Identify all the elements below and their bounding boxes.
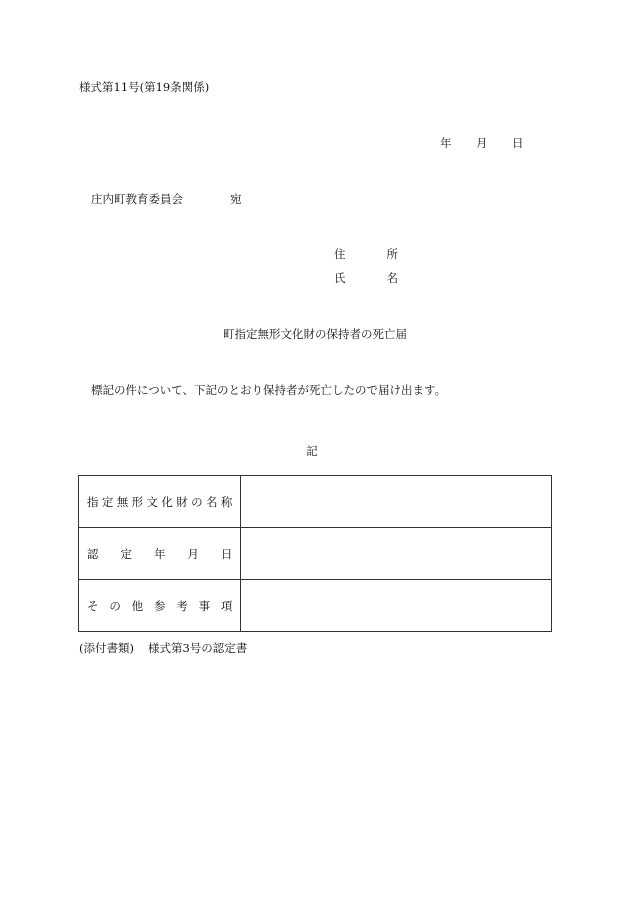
label-char: 名 [386,271,398,285]
label-char: そ [87,598,99,613]
body-text: 標記の件について、下記のとおり保持者が死亡したので届け出ます。 [91,383,447,397]
label-char: 氏 [334,271,346,285]
info-table [78,475,552,632]
ki-heading: 記 [306,444,318,458]
addressee-name: 庄内町教育委員会 [91,192,183,206]
label-char: 参 [153,598,166,613]
label-char: 無 [116,494,129,509]
label-char: 考 [176,598,188,613]
label-char: 指 [87,494,99,509]
table-row [79,528,552,580]
label-char: の [191,494,203,509]
label-char: 項 [220,598,233,613]
label-char: 名 [206,494,218,509]
label-char: 称 [220,494,233,509]
table-row [79,476,552,528]
label-char: 日 [220,546,233,561]
label-char: 所 [386,247,398,261]
addressee-suffix: 宛 [230,192,242,206]
label-char: 化 [161,494,173,509]
label-char: 月 [187,546,199,561]
date-day-label: 日 [512,136,524,150]
label-char: 他 [131,598,144,613]
table-row [79,580,552,632]
document-title: 町指定無形文化財の保持者の死亡届 [223,327,407,341]
other-notes-field[interactable] [241,580,552,632]
label-char: 住 [334,247,346,261]
label-char: 事 [198,598,211,613]
label-char: 定 [101,494,114,509]
row-label-cultural-property-name [79,476,241,528]
label-char: の [109,598,121,613]
label-char: 形 [131,494,144,509]
cultural-property-name-field[interactable] [241,476,552,528]
date-month-label: 月 [476,136,488,150]
applicant-address-label [334,249,398,261]
label-char: 定 [120,546,132,561]
row-label-certification-date [79,528,241,580]
form-number: 様式第11号(第19条関係) [79,80,210,94]
attachments-note [79,643,247,655]
label-char: 財 [176,494,188,509]
applicant-name-label [334,273,398,285]
label-char: 認 [87,546,99,561]
label-char: 文 [146,494,158,509]
certification-date-field[interactable] [241,528,552,580]
row-label-other-notes [79,580,241,632]
label-char: 年 [153,546,166,561]
attachments-item: 様式第3号の認定書 [147,641,248,655]
date-year-label: 年 [440,136,452,150]
attachments-label: (添付書類) [79,641,134,655]
